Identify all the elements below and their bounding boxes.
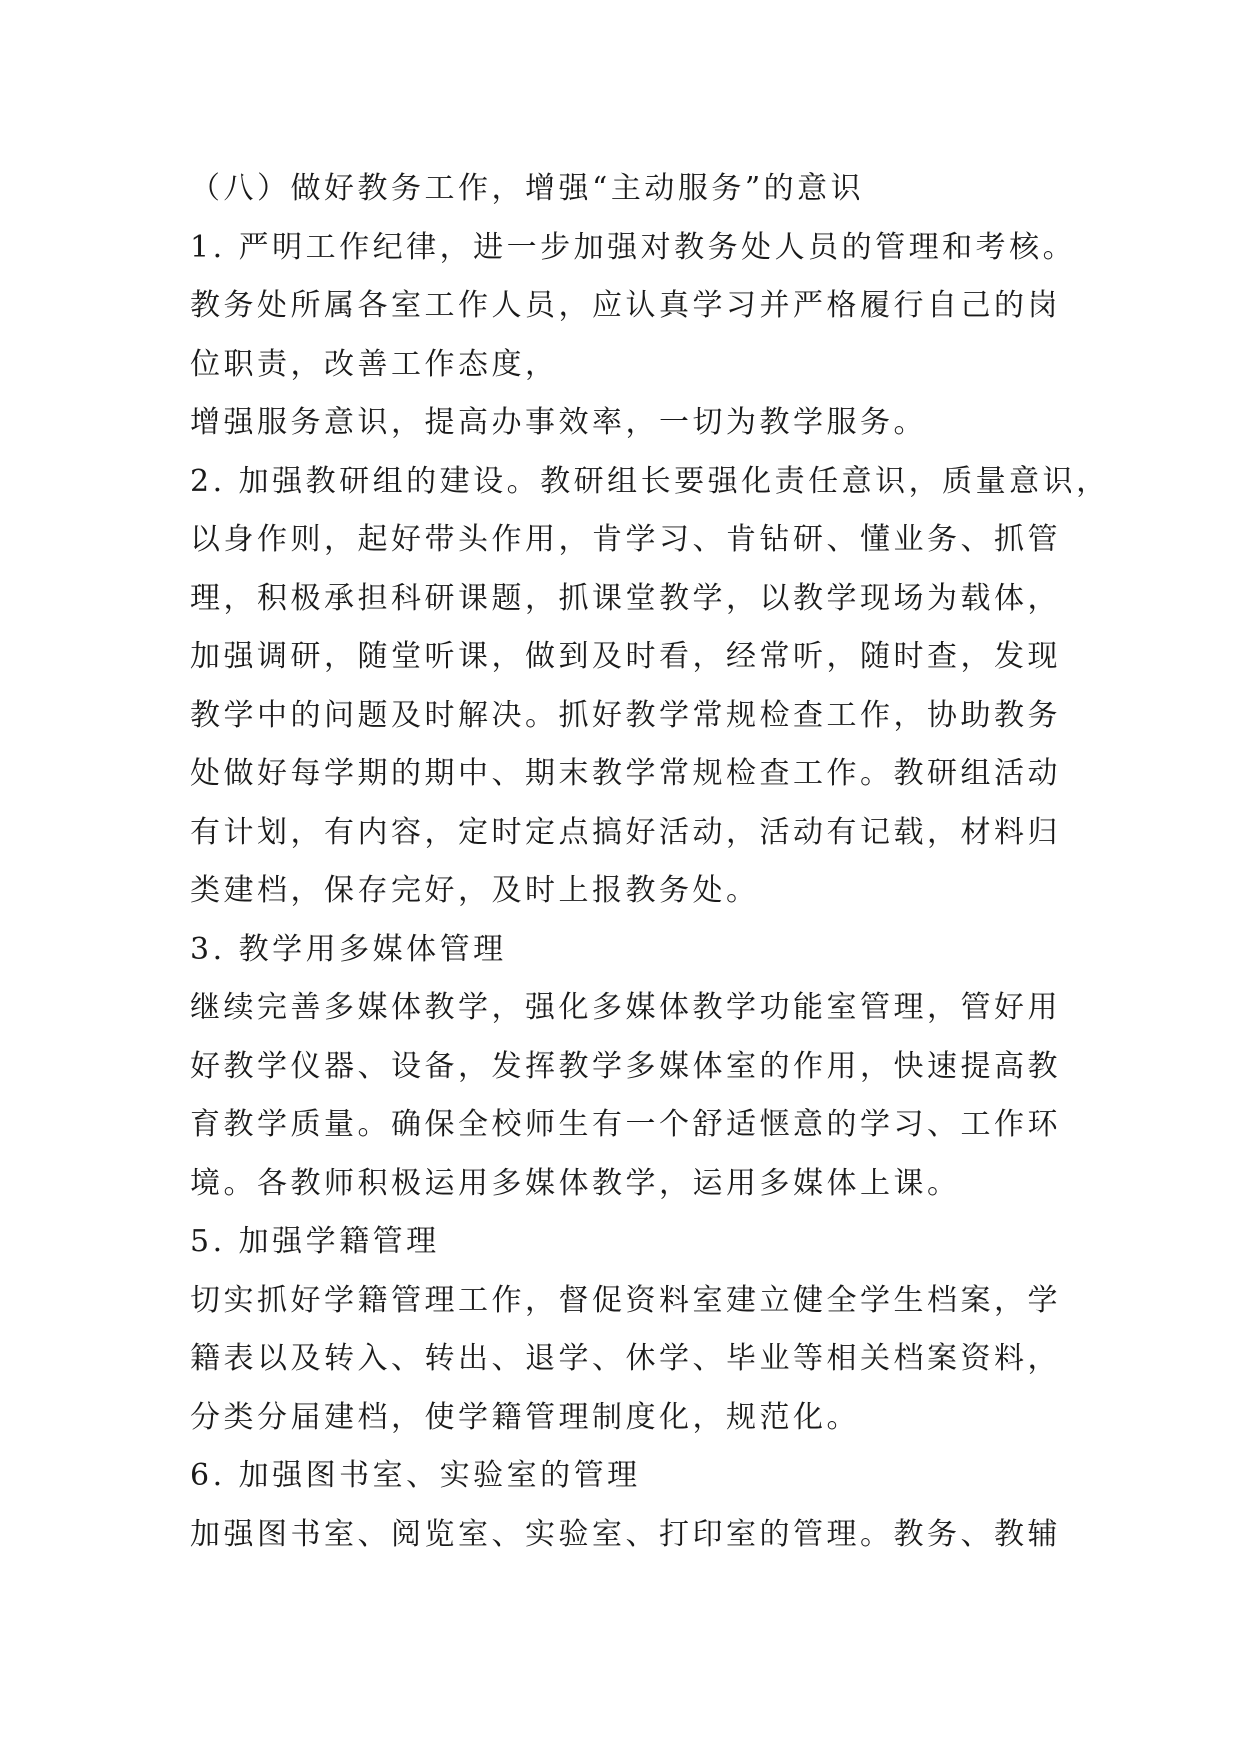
text-line: 增强服务意识，提高办事效率，一切为教学服务。 [190, 405, 927, 440]
text-line: 切实抓好学籍管理工作，督促资料室建立健全学生档案，学 [190, 1282, 1061, 1318]
item-2-heading: 2. 加强教研组的建设。教研组长要强化责任意识，质量意识， [190, 463, 1110, 499]
section-heading: （八）做好教务工作，增强“主动服务”的意识 [190, 171, 865, 206]
text-line: 教务处所属各室工作人员，应认真学习并严格履行自己的岗 [190, 288, 1061, 323]
text-line: 籍表以及转入、转出、退学、休学、毕业等相关档案资料， [190, 1341, 1061, 1376]
text-line: 位职责，改善工作态度， [190, 346, 559, 382]
item-5-heading: 5. 加强学籍管理 [190, 1224, 440, 1259]
item-1-heading: 1. 严明工作纪律，进一步加强对教务处人员的管理和考核。 [190, 229, 1077, 265]
text-line: 处做好每学期的期中、期末教学常规检查工作。教研组活动 [190, 756, 1061, 791]
text-line: 以身作则，起好带头作用，肯学习、肯钻研、懂业务、抓管 [190, 522, 1061, 557]
text-line: 境。各教师积极运用多媒体教学，运用多媒体上课。 [190, 1165, 961, 1201]
text-line: 教学中的问题及时解决。抓好教学常规检查工作，协助教务 [190, 697, 1061, 733]
text-line: 继续完善多媒体教学，强化多媒体教学功能室管理，管好用 [190, 990, 1061, 1025]
text-line: 好教学仪器、设备，发挥教学多媒体室的作用，快速提高教 [190, 1048, 1061, 1084]
text-line: 类建档，保存完好，及时上报教务处。 [190, 873, 760, 908]
text-line: 育教学质量。确保全校师生有一个舒适惬意的学习、工作环 [190, 1107, 1061, 1142]
text-line: 加强图书室、阅览室、实验室、打印室的管理。教务、教辅 [190, 1516, 1061, 1552]
text-line: 理，积极承担科研课题，抓课堂教学，以教学现场为载体， [190, 580, 1061, 616]
item-3-heading: 3. 教学用多媒体管理 [190, 931, 507, 967]
text-line: 加强调研，随堂听课，做到及时看，经常听，随时查，发现 [190, 639, 1061, 674]
text-line: 有计划，有内容，定时定点搞好活动，活动有记载，材料归 [190, 814, 1061, 850]
item-6-heading: 6. 加强图书室、实验室的管理 [190, 1458, 641, 1493]
document-body [190, 160, 1110, 1564]
text-line: 分类分届建档，使学籍管理制度化，规范化。 [190, 1399, 860, 1435]
